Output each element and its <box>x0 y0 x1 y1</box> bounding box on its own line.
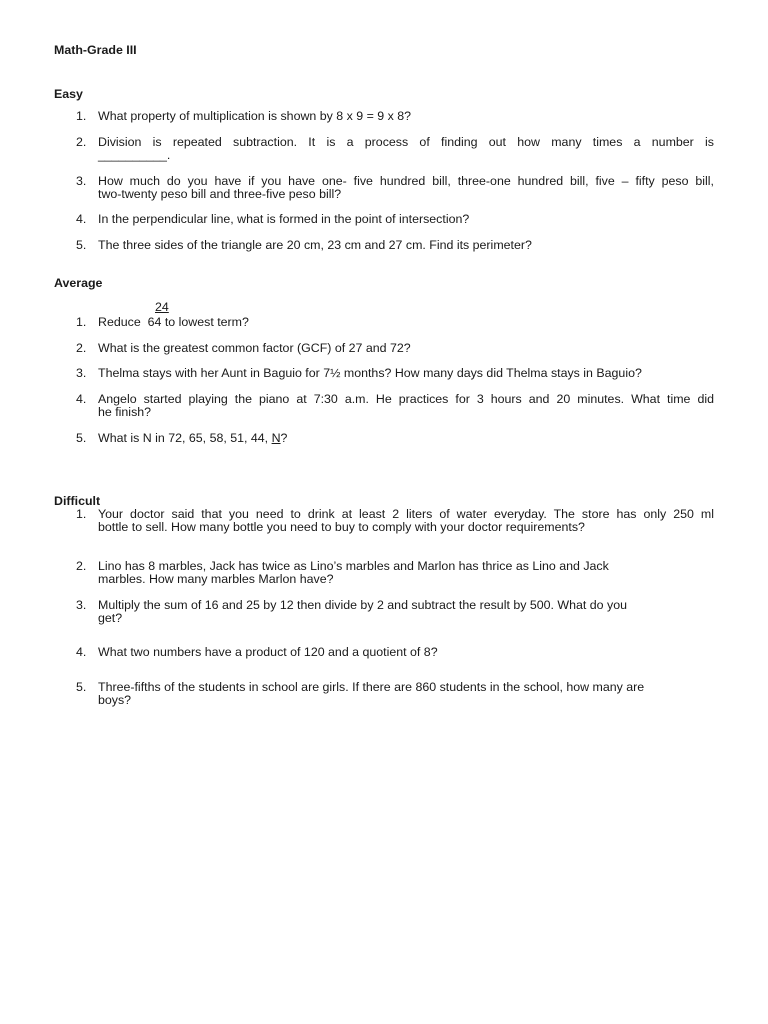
question-line-1: Division is repeated subtraction. It is a process of finding out how many times a number is <box>98 135 714 149</box>
question-number: 1. <box>76 109 87 123</box>
question-line-1: Angelo started playing the piano at 7:30 a.m. He practices for 3 hours and 20 minutes. What time did <box>98 392 714 406</box>
question-text <box>98 681 714 707</box>
section-heading-average: Average <box>54 276 103 290</box>
question-number: 4. <box>76 392 87 406</box>
question-line-2 <box>98 149 714 162</box>
question-line-1: How much do you have if you have one- five hundred bill, three-one hundred bill, five – fifty peso bill, <box>98 174 714 188</box>
question-line-2: marbles. How many marbles Marlon have? <box>98 572 334 586</box>
question-number: 1. <box>76 507 87 521</box>
question-text <box>98 508 714 534</box>
question-text-pre: Reduce <box>98 315 141 329</box>
question-line-1: Three-fifths of the students in school are girls. If there are 860 students in the school, how many are <box>98 680 645 694</box>
fraction-numerator: 24 <box>155 300 169 314</box>
question-text <box>98 175 714 201</box>
question-text: The three sides of the triangle are 20 cm, 23 cm and 27 cm. Find its perimeter? <box>98 238 532 252</box>
section-heading-easy: Easy <box>54 87 83 101</box>
question-number: 2. <box>76 135 87 149</box>
question-text <box>98 393 714 419</box>
question-line-1: Your doctor said that you need to drink at least 2 liters of water everyday. The store has only 250 ml <box>98 507 714 521</box>
question-number: 5. <box>76 431 87 445</box>
question-text <box>98 599 714 625</box>
question-line-tail: . <box>166 148 171 162</box>
question-number: 2. <box>76 341 87 355</box>
question-text: What two numbers have a product of 120 and a quotient of 8? <box>98 645 438 659</box>
question-text: What is the greatest common factor (GCF) of 27 and 72? <box>98 341 411 355</box>
question-text <box>98 136 714 162</box>
question-line-2: bottle to sell. How many bottle you need to buy to comply with your doctor requirements? <box>98 520 585 534</box>
question-number: 4. <box>76 212 87 226</box>
question-text-post: ? <box>280 431 288 445</box>
fraction-denominator: 64 <box>147 315 162 329</box>
question-text <box>98 316 714 329</box>
underlined-variable: N <box>271 431 281 445</box>
section-heading-difficult: Difficult <box>54 494 101 508</box>
question-text-post: to lowest term? <box>164 315 249 329</box>
question-text <box>98 432 714 445</box>
question-number: 5. <box>76 238 87 252</box>
question-number: 2. <box>76 559 87 573</box>
page-title: Math-Grade III <box>54 43 137 57</box>
question-line-1: Lino has 8 marbles, Jack has twice as Lino’s marbles and Marlon has thrice as Lino and Jack <box>98 559 609 573</box>
question-text-pre: What is N in 72, 65, 58, 51, 44, <box>98 431 272 445</box>
question-text <box>98 560 714 586</box>
question-number: 1. <box>76 315 87 329</box>
question-text: What property of multiplication is shown by 8 x 9 = 9 x 8? <box>98 109 412 123</box>
question-line-2: get? <box>98 611 123 625</box>
question-text: Thelma stays with her Aunt in Baguio for 7½ months? How many days did Thelma stays in Baguio? <box>98 366 642 380</box>
question-line-2: two-twenty peso bill and three-five peso bill? <box>98 187 342 201</box>
question-text: In the perpendicular line, what is formed in the point of intersection? <box>98 212 470 226</box>
question-line-2: he finish? <box>98 405 152 419</box>
question-line-2: boys? <box>98 693 132 707</box>
question-number: 3. <box>76 174 87 188</box>
question-number: 5. <box>76 680 87 694</box>
question-number: 3. <box>76 598 87 612</box>
question-line-1: Multiply the sum of 16 and 25 by 12 then divide by 2 and subtract the result by 500. What do you <box>98 598 627 612</box>
question-number: 3. <box>76 366 87 380</box>
question-number: 4. <box>76 645 87 659</box>
answer-blank: __________ <box>98 148 167 162</box>
